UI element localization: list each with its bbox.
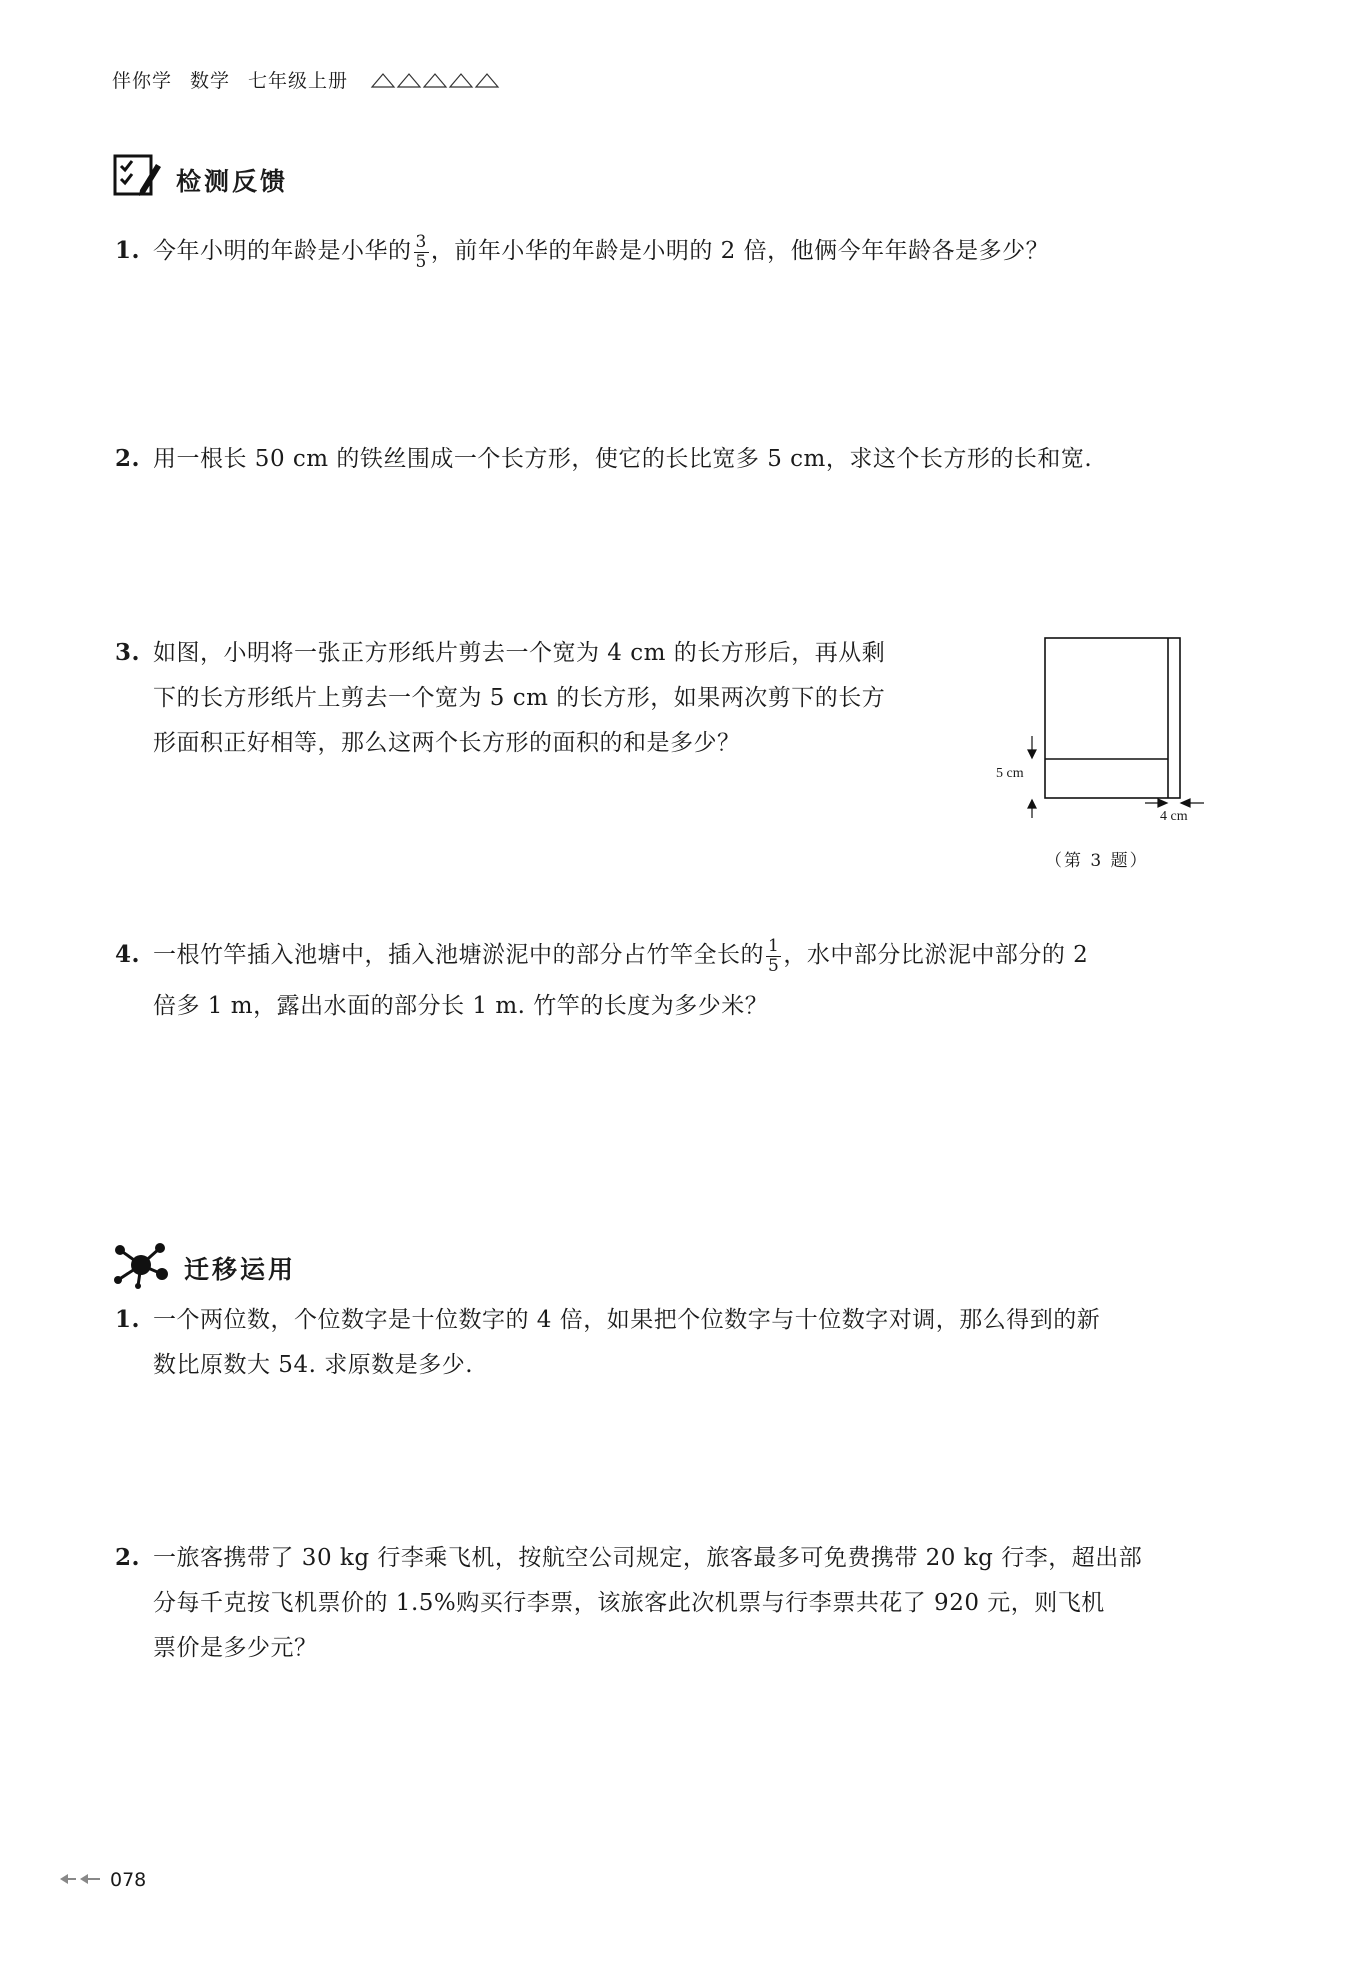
question-number: 2.: [115, 1544, 141, 1571]
question-text: 票价是多少元？: [153, 1635, 318, 1661]
fraction-denominator: 5: [768, 955, 780, 976]
fraction-numerator: 3: [415, 231, 427, 252]
grade-name: 七年级上册: [248, 70, 349, 92]
fraction: [766, 937, 781, 976]
transfer-question-1: [115, 1297, 1240, 1388]
question-text: 一个两位数，个位数字是十位数字的 4 倍，如果把个位数字与十位数字对调，那么得到的新: [153, 1307, 1101, 1333]
figure-label-4cm: 4 cm: [1160, 809, 1188, 824]
fraction-numerator: 1: [768, 935, 780, 956]
question-text: 数比原数大 54. 求原数是多少.: [153, 1352, 474, 1378]
question-text: 如图，小明将一张正方形纸片剪去一个宽为 4 cm 的长方形后，再从剩: [153, 640, 886, 666]
question-text: 用一根长 50 cm 的铁丝围成一个长方形，使它的长比宽多 5 cm，求这个长方形的长和宽.: [153, 446, 1093, 472]
section-heading-feedback: [112, 152, 288, 208]
section-title: 迁移运用: [184, 1255, 297, 1284]
question-text: 倍多 1 m，露出水面的部分长 1 m. 竹竿的长度为多少米？: [153, 993, 769, 1019]
figure-label-5cm: 5 cm: [996, 766, 1024, 781]
book-name: 伴你学: [112, 70, 173, 92]
double-arrow-left-icon: [58, 1869, 106, 1891]
question-2: [115, 436, 1240, 482]
subject-name: 数学: [190, 70, 231, 92]
question-number: 1.: [115, 1306, 141, 1333]
question-text: 形面积正好相等，那么这两个长方形的面积的和是多少？: [153, 730, 741, 756]
question-text: 一旅客携带了 30 kg 行李乘飞机，按航空公司规定，旅客最多可免费携带 20 kg 行李，超出部: [153, 1545, 1143, 1571]
question-text: 分每千克按飞机票价的 1.5%购买行李票，该旅客此次机票与行李票共花了 920 元，则飞机: [153, 1590, 1105, 1616]
question-text: 一根竹竿插入池塘中，插入池塘淤泥中的部分占竹竿全长的: [153, 942, 764, 968]
triangle-decoration-icon: [370, 71, 510, 89]
figure-square-cut: [990, 628, 1230, 878]
checklist-pencil-icon: [112, 152, 162, 208]
fraction-denominator: 5: [415, 251, 427, 272]
question-text: 下的长方形纸片上剪去一个宽为 5 cm 的长方形，如果两次剪下的长方: [153, 685, 886, 711]
question-number: 4.: [115, 941, 141, 968]
question-number: 2.: [115, 445, 141, 472]
question-text: ，前年小华的年龄是小明的 2 倍，他俩今年年龄各是多少？: [430, 238, 1050, 264]
molecule-icon: [112, 1240, 170, 1296]
section-title: 检测反馈: [176, 167, 289, 196]
section-heading-application: [112, 1240, 296, 1296]
question-number: 1.: [115, 237, 141, 264]
question-3: [115, 630, 990, 766]
question-text: ，水中部分比淤泥中部分的 2: [783, 942, 1089, 968]
page-header: [112, 66, 510, 93]
question-text: 今年小明的年龄是小华的: [153, 238, 412, 264]
page-number-text: 078: [110, 1869, 147, 1891]
page-number: [58, 1869, 146, 1891]
question-number: 3.: [115, 639, 141, 666]
question-4: [115, 932, 1240, 1029]
question-1: [115, 228, 1240, 274]
fraction: [414, 233, 429, 272]
figure-caption: （第 3 题）: [1045, 851, 1149, 871]
transfer-question-2: [115, 1535, 1240, 1671]
